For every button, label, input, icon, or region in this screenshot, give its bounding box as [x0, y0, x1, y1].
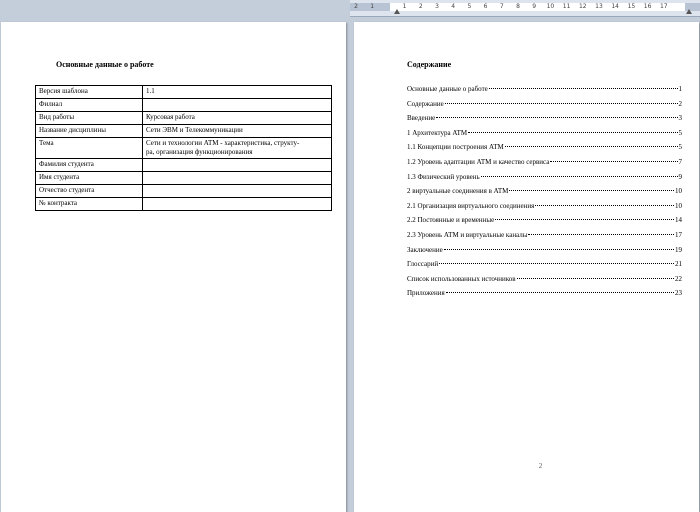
- toc-entry-page: 3: [678, 114, 682, 123]
- toc-entry-page: 21: [675, 260, 682, 269]
- toc-entry-title: Приложения: [407, 289, 445, 298]
- ruler-number: 4: [451, 3, 456, 10]
- toc-entry-title: 2.3 Уровень ATM и виртуальные каналы: [407, 230, 528, 239]
- table-row: [36, 198, 332, 211]
- ruler-number: 8: [516, 3, 520, 10]
- toc-entry-page: 1: [678, 85, 682, 93]
- page-title: Основные данные о работе: [56, 60, 154, 69]
- field-value[interactable]: [143, 99, 332, 112]
- toc-leader-dots: [517, 278, 674, 279]
- table-row: [36, 172, 332, 185]
- left-indent-marker[interactable]: [394, 9, 400, 14]
- field-value[interactable]: [143, 112, 332, 125]
- toc-leader-dots: [535, 205, 674, 206]
- toc-entry-title: 1 Архитектура ATM: [407, 128, 468, 137]
- toc-leader-dots: [468, 132, 677, 133]
- toc-leader-dots: [509, 190, 674, 191]
- ruler-number: 6: [483, 3, 488, 10]
- toc-title: Содержание: [407, 60, 452, 69]
- field-label: № контракта: [36, 198, 143, 211]
- toc-entry-page: 5: [678, 143, 682, 152]
- toc-entry[interactable]: [407, 143, 682, 158]
- right-indent-marker[interactable]: [686, 9, 692, 14]
- field-label: Филиал: [36, 99, 143, 112]
- toc-leader-dots: [550, 161, 677, 162]
- toc-entry-page: 2: [678, 99, 682, 108]
- ruler-number: 1: [402, 3, 407, 10]
- toc-leader-dots: [445, 103, 678, 104]
- toc-leader-dots: [444, 249, 674, 250]
- toc-entry[interactable]: [407, 275, 682, 290]
- field-value[interactable]: [143, 185, 332, 198]
- table-row: [36, 138, 332, 159]
- table-row: [36, 185, 332, 198]
- ruler-number: 9: [532, 3, 537, 10]
- toc-entry[interactable]: [407, 100, 682, 115]
- toc-entry[interactable]: [407, 158, 682, 173]
- toc-leader-dots: [495, 219, 674, 220]
- table-row: [36, 86, 332, 99]
- ruler-number: 2: [354, 3, 358, 10]
- toc-entry[interactable]: [407, 216, 682, 231]
- toc-entry-page: 7: [678, 157, 682, 166]
- toc-entry-page: 17: [675, 230, 682, 239]
- toc-entry-title: Содержание: [407, 99, 444, 108]
- ruler-number: 1: [370, 3, 375, 10]
- toc-entry[interactable]: [407, 187, 682, 202]
- work-info-table: [35, 85, 332, 211]
- ruler-number: 12: [578, 3, 587, 10]
- toc-entry-page: 22: [675, 274, 682, 283]
- toc-entry[interactable]: [407, 246, 682, 261]
- field-value[interactable]: [143, 86, 332, 99]
- field-value[interactable]: [143, 138, 332, 159]
- toc-entry[interactable]: [407, 231, 682, 246]
- field-value-text-line2: ра, организация функционирования: [146, 148, 253, 156]
- toc-entry[interactable]: [407, 173, 682, 188]
- toc-entry-title: 1.2 Уровень адаптации ATM и качество сервиса: [407, 157, 550, 166]
- toc-entry[interactable]: [407, 260, 682, 275]
- field-value-text: Сети и технологии ATM - характеристика, структу-: [146, 139, 300, 147]
- field-label: Версия шаблона: [36, 86, 143, 99]
- toc-leader-dots: [446, 292, 674, 293]
- field-label: Фамилия студента: [36, 159, 143, 172]
- toc-leader-dots: [439, 263, 674, 264]
- ruler-number: 17: [659, 3, 668, 10]
- toc-entry-title: 2.1 Организация виртуального соединения: [407, 201, 535, 210]
- toc-entry-title: Список использованных источников: [407, 274, 516, 283]
- document-page-1[interactable]: [1, 22, 346, 512]
- ruler-number: 16: [643, 3, 652, 10]
- toc-entry[interactable]: [407, 129, 682, 144]
- toc-leader-dots: [528, 234, 674, 235]
- toc-entry-page: 19: [675, 245, 682, 254]
- toc-entry-title: 2.2 Постоянные и временные: [407, 216, 495, 225]
- toc-entry[interactable]: [407, 202, 682, 217]
- toc-entry-title: Заключение: [407, 245, 443, 254]
- ruler-number: 2: [418, 3, 423, 10]
- ruler-number: 5: [467, 3, 472, 10]
- ruler-number: 3: [435, 3, 439, 10]
- horizontal-ruler[interactable]: [350, 0, 700, 17]
- field-value[interactable]: [143, 172, 332, 185]
- toc-entry-title: Глоссарий: [407, 260, 439, 269]
- ruler-number: 13: [595, 3, 603, 10]
- field-value[interactable]: [143, 159, 332, 172]
- field-value-text: Сети ЭВМ и Телекоммуникации: [146, 126, 243, 134]
- toc-leader-dots: [436, 117, 677, 118]
- field-label: Название дисциплины: [36, 125, 143, 138]
- field-label: Вид работы: [36, 112, 143, 125]
- toc-entry-page: 10: [675, 187, 682, 196]
- toc-entry-page: 10: [675, 201, 682, 210]
- toc-leader-dots: [481, 176, 678, 177]
- toc-leader-dots: [489, 88, 678, 89]
- field-label: Тема: [36, 138, 143, 159]
- toc-entry-title: Введение: [407, 114, 436, 123]
- field-value-text: 1.1: [146, 87, 155, 95]
- toc-entry-page: 9: [678, 172, 682, 181]
- field-value[interactable]: [143, 198, 332, 211]
- toc-entry[interactable]: [407, 85, 682, 100]
- table-row: [36, 159, 332, 172]
- table-row: [36, 99, 332, 112]
- toc-entry-page: 5: [678, 128, 682, 137]
- toc-entry-page: 23: [675, 289, 682, 298]
- table-of-contents: [407, 85, 682, 304]
- field-value-text: Курсовая работа: [146, 113, 195, 121]
- toc-entry-title: Основные данные о работе: [407, 85, 488, 93]
- toc-entry[interactable]: [407, 114, 682, 129]
- toc-leader-dots: [505, 146, 678, 147]
- ruler-number: 7: [499, 3, 504, 10]
- ruler-number: 15: [627, 3, 636, 10]
- field-label: Имя студента: [36, 172, 143, 185]
- table-row: [36, 125, 332, 138]
- ruler-number: 14: [611, 3, 619, 10]
- page-number: 2: [538, 462, 543, 470]
- field-label: Отчество студента: [36, 185, 143, 198]
- toc-entry[interactable]: [407, 289, 682, 304]
- document-page-2[interactable]: [354, 22, 699, 512]
- field-value[interactable]: [143, 125, 332, 138]
- toc-entry-title: 1.1 Концепции построения ATM: [407, 143, 504, 152]
- ruler-number: 11: [562, 3, 571, 10]
- toc-entry-title: 2 виртуальные соединения в ATM: [407, 187, 509, 196]
- toc-entry-page: 14: [675, 216, 682, 225]
- toc-entry-title: 1.3 Физический уровень: [407, 172, 480, 181]
- ruler-number: 10: [546, 3, 555, 10]
- table-row: [36, 112, 332, 125]
